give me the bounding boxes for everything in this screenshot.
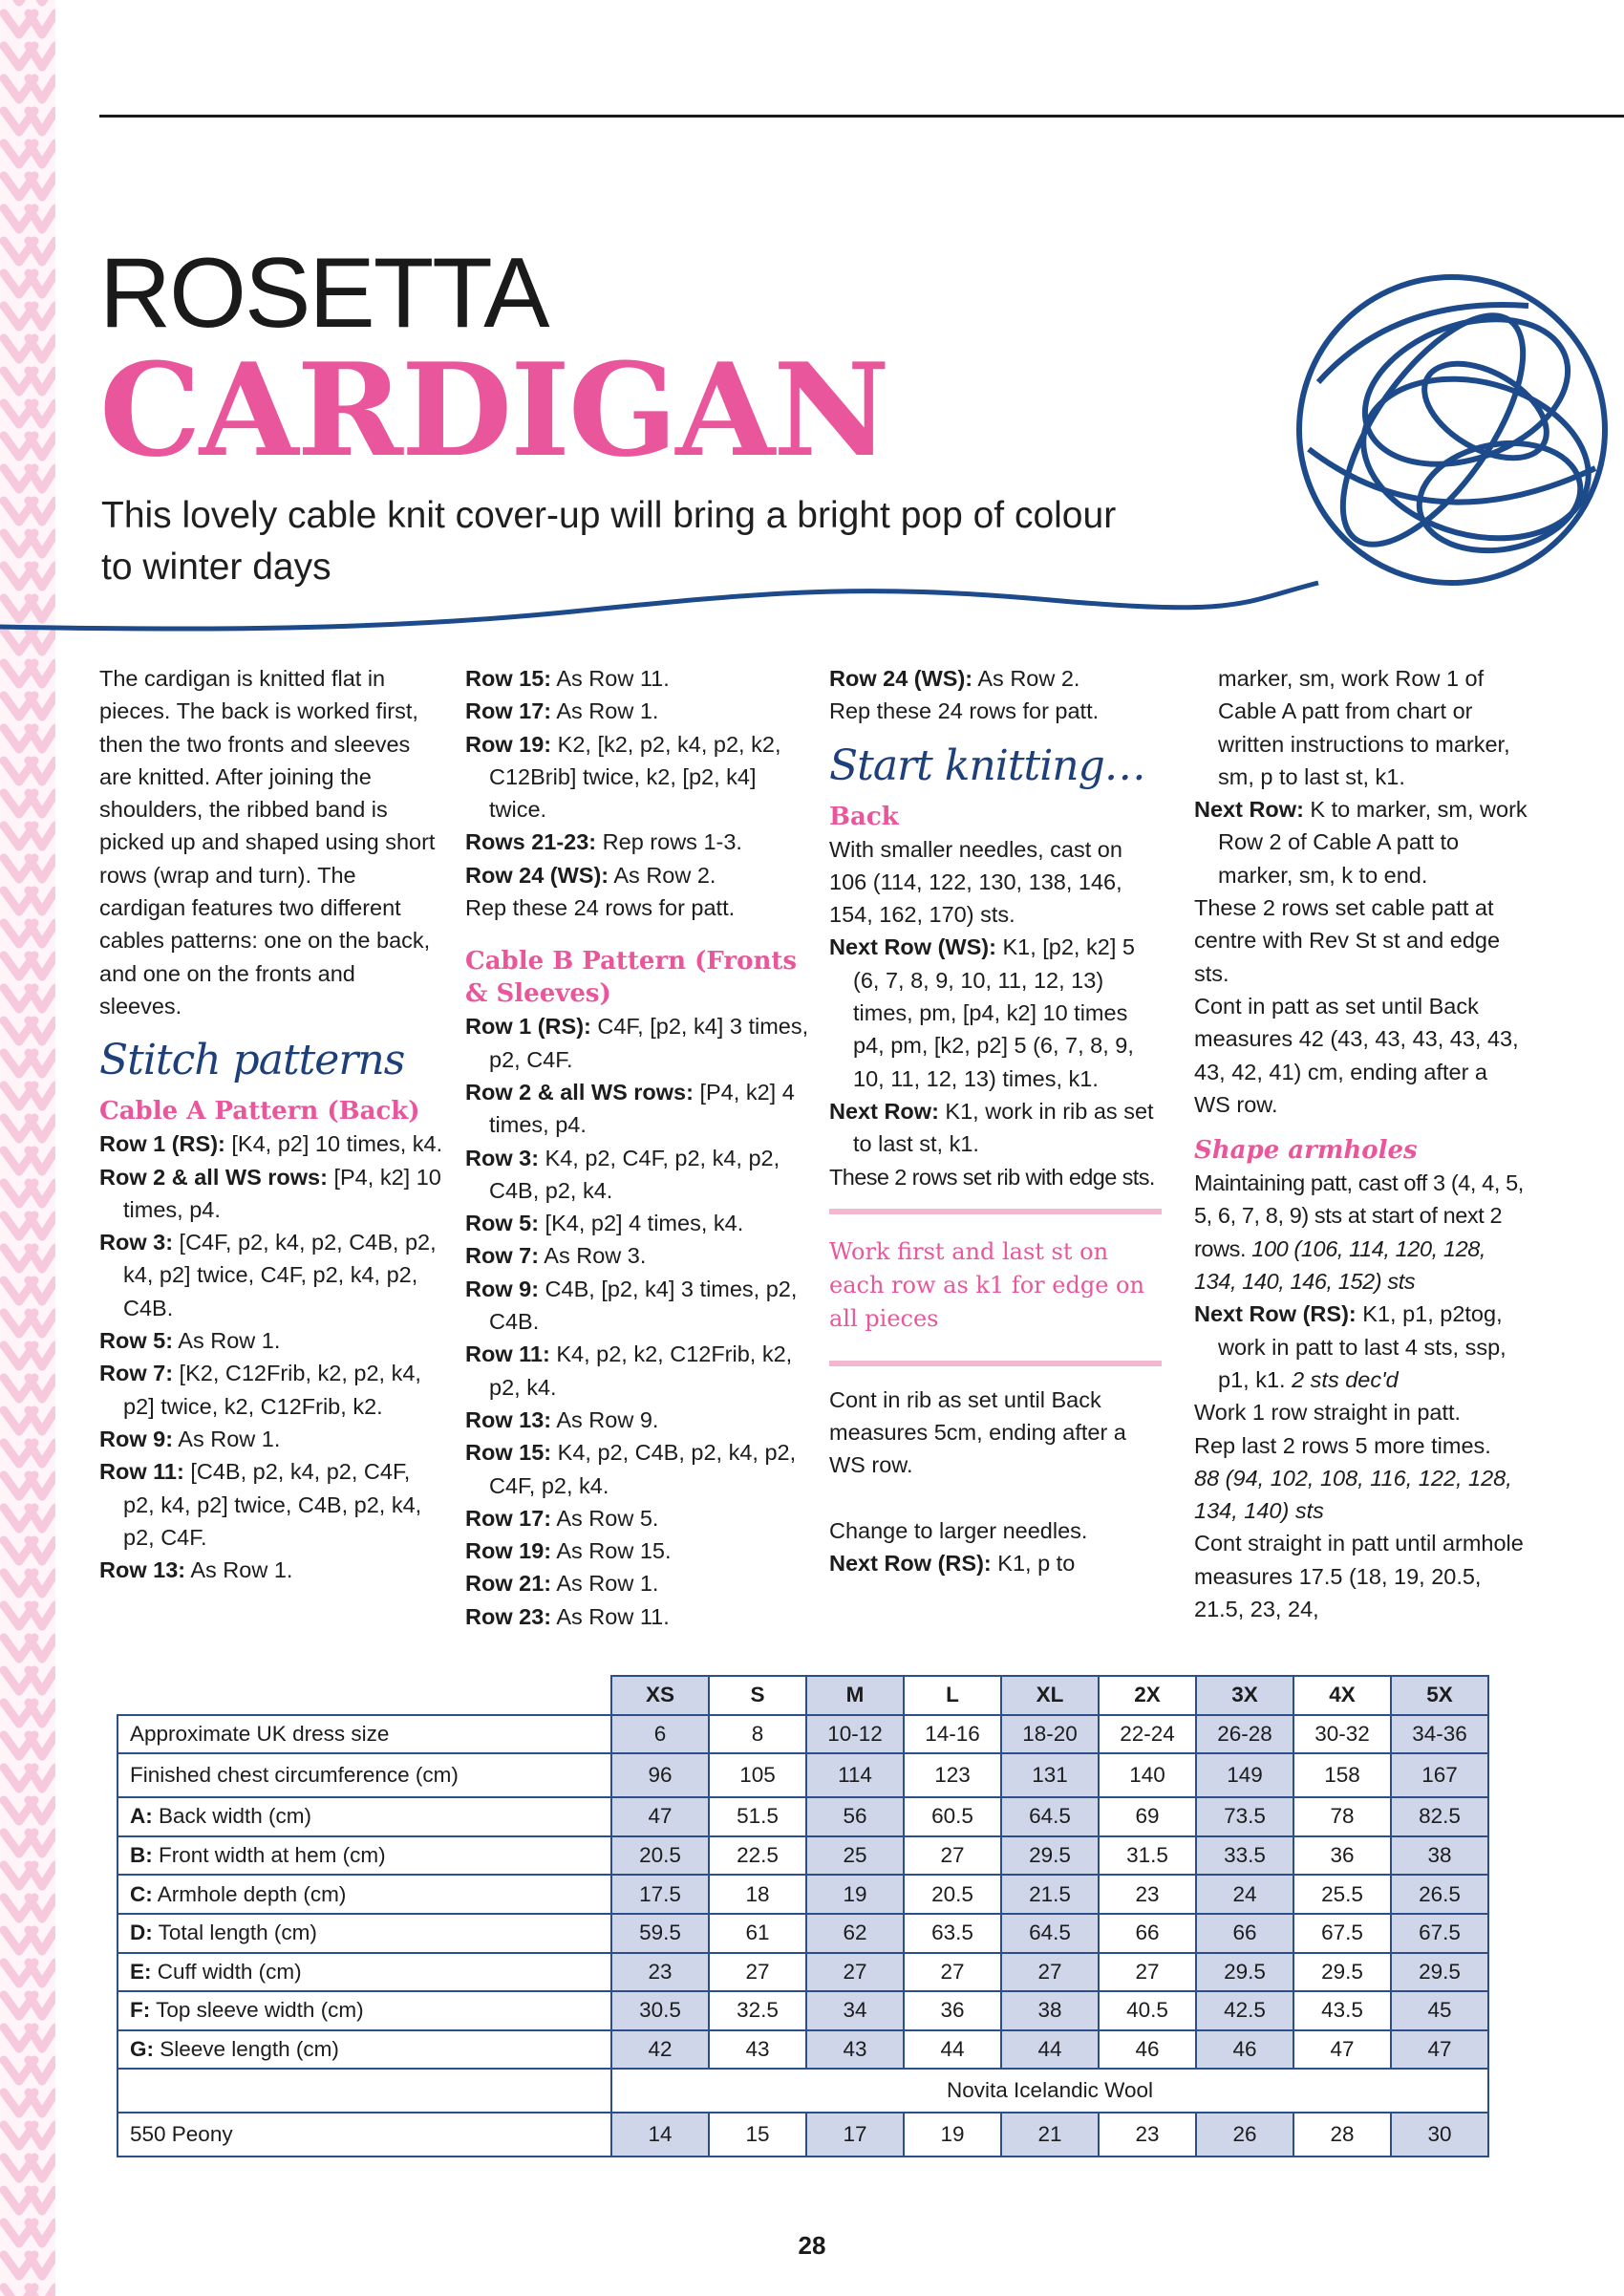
- wavy-divider: [0, 564, 1624, 640]
- table-cell: 45: [1391, 1991, 1488, 2030]
- pattern-row-label: Row 15:: [465, 1440, 552, 1466]
- pattern-row: [465, 1436, 811, 1502]
- row-key: C:: [130, 1881, 153, 1906]
- table-cell: 38: [1391, 1836, 1488, 1876]
- row-label: [118, 2030, 611, 2070]
- row-24-label: Row 24 (WS):: [829, 666, 973, 691]
- pattern-row-text: As Row 5.: [551, 1505, 659, 1531]
- table-cell: 27: [904, 1953, 1001, 1992]
- table-cell: 62: [806, 1914, 904, 1953]
- pattern-row-label: Row 2 & all WS rows:: [99, 1164, 328, 1190]
- size-header: S: [709, 1676, 806, 1715]
- armhole-castoff-count: 100 (106, 114, 120, 128, 134, 140, 146, 152) sts: [1194, 1235, 1486, 1295]
- table-cell: 19: [904, 2113, 1001, 2157]
- column-2: [465, 662, 811, 1633]
- pattern-row: [465, 695, 811, 727]
- pattern-row-label: Row 11:: [99, 1459, 184, 1485]
- table-cell: 44: [1001, 2030, 1099, 2070]
- table-cell: 14: [611, 2113, 709, 2157]
- pattern-row-text: As Row 1.: [551, 1571, 659, 1597]
- subtitle: This lovely cable knit cover-up will bring a bright pop of colour to winter days: [101, 495, 1117, 588]
- table-row: [118, 1715, 1488, 1754]
- pattern-row: [99, 1161, 443, 1227]
- pattern-row: [465, 1207, 811, 1239]
- pattern-row: [99, 1226, 443, 1324]
- size-header: XS: [611, 1676, 709, 1715]
- pattern-row: [465, 1502, 811, 1534]
- table-cell: 36: [904, 1991, 1001, 2030]
- column-4: [1194, 662, 1528, 1625]
- size-header: 5X: [1391, 1676, 1488, 1715]
- table-cell: 27: [904, 1836, 1001, 1876]
- row-label: [118, 1715, 611, 1754]
- pattern-row-label: Row 23:: [465, 1603, 552, 1629]
- table-cell: 66: [1099, 1914, 1196, 1953]
- pattern-row-label: Row 24 (WS):: [465, 862, 609, 888]
- row-label: [118, 1875, 611, 1914]
- armhole-castoff-paragraph: [1194, 1167, 1528, 1298]
- cable-a-repeat: Rep these 24 rows for patt.: [465, 895, 736, 921]
- next-row-ws: [829, 931, 1162, 1094]
- next-row-label: Next Row:: [829, 1098, 939, 1124]
- table-cell: 43.5: [1293, 1991, 1391, 2030]
- row-label-text: Back width (cm): [152, 1804, 312, 1829]
- edge-band-pattern: [0, 0, 55, 2296]
- table-cell: 20.5: [904, 1875, 1001, 1914]
- table-cell: 15: [709, 2113, 806, 2157]
- cont-patt-paragraph: Cont in patt as set until Back measures 42 (43, 43, 43, 43, 43, 43, 42, 41) cm, ending after a WS row.: [1194, 993, 1519, 1117]
- pattern-row: [99, 1423, 443, 1455]
- sts-decd: 2 sts dec'd: [1285, 1366, 1399, 1392]
- table-cell: 17: [806, 2113, 904, 2157]
- stitch-count-line: 88 (94, 102, 108, 116, 122, 128, 134, 140) sts: [1194, 1465, 1512, 1524]
- pattern-row: [99, 1357, 443, 1423]
- pattern-row: [465, 1239, 811, 1272]
- yarn-row: [118, 2069, 1488, 2113]
- table-cell: 56: [806, 1797, 904, 1836]
- cast-on-paragraph: With smaller needles, cast on 106 (114, 122, 130, 138, 146, 154, 162, 170) sts.: [829, 836, 1122, 928]
- pattern-row-label: Row 9:: [99, 1426, 174, 1451]
- pattern-row: [465, 1142, 811, 1208]
- row-key: A:: [130, 1804, 153, 1829]
- table-cell: 46: [1196, 2030, 1293, 2070]
- table-cell: 26-28: [1196, 1715, 1293, 1754]
- pattern-row-label: Row 1 (RS):: [99, 1131, 225, 1157]
- pattern-row-text: As Row 15.: [551, 1538, 672, 1564]
- next-row: [829, 1095, 1162, 1161]
- pattern-row-label: Row 7:: [99, 1361, 174, 1386]
- table-cell: 44: [904, 2030, 1001, 2070]
- table-cell: 20.5: [611, 1836, 709, 1876]
- table-cell: 114: [806, 1753, 904, 1797]
- table-cell: 64.5: [1001, 1797, 1099, 1836]
- armhole-next-row-label: Next Row (RS):: [1194, 1301, 1357, 1327]
- table-cell: 23: [611, 1953, 709, 1992]
- page-number: 28: [798, 2231, 826, 2260]
- pattern-row-label: Row 3:: [99, 1230, 174, 1255]
- row-24-line: [829, 662, 1162, 695]
- table-cell: 140: [1099, 1753, 1196, 1797]
- pattern-row-text: [K4, p2] 10 times, k4.: [224, 1131, 443, 1157]
- size-header: 4X: [1293, 1676, 1391, 1715]
- row-label-text: Front width at hem (cm): [152, 1843, 386, 1868]
- pattern-row: [465, 1600, 811, 1633]
- table-row: [118, 1875, 1488, 1914]
- start-knitting-heading: Start knitting…: [829, 740, 1145, 790]
- pattern-row-label: Row 17:: [465, 1505, 552, 1531]
- table-cell: 158: [1293, 1753, 1391, 1797]
- table-cell: 42.5: [1196, 1991, 1293, 2030]
- pattern-row-text: C4F, [p2, k4] 3 times, p2, C4F.: [489, 1014, 809, 1072]
- table-cell: 82.5: [1391, 1797, 1488, 1836]
- pattern-row-text: K2, [k2, p2, k4, p2, k2, C12Brib] twice, k2, [p2, k4] twice.: [489, 731, 781, 823]
- next-row-cable: [1194, 793, 1528, 891]
- row-key: F:: [130, 1998, 151, 2023]
- table-cell: 36: [1293, 1836, 1391, 1876]
- table-cell: 26.5: [1391, 1875, 1488, 1914]
- row-label-text: Armhole depth (cm): [152, 1881, 347, 1906]
- table-row: [118, 1836, 1488, 1876]
- table-cell: 78: [1293, 1797, 1391, 1836]
- table-cell: 64.5: [1001, 1914, 1099, 1953]
- back-heading: Back: [829, 802, 899, 831]
- table-cell: 33.5: [1196, 1836, 1293, 1876]
- table-cell: 167: [1391, 1753, 1488, 1797]
- pattern-row: [465, 1404, 811, 1436]
- marker-paragraph: marker, sm, work Row 1 of Cable A patt from chart or written instructions to marker, sm, p to last st, k1.: [1218, 666, 1510, 789]
- row-label-text: Cuff width (cm): [151, 1959, 302, 1984]
- pattern-row-text: [K2, C12Frib, k2, p2, k4, p2] twice, k2, C12Frib, k2.: [123, 1361, 421, 1419]
- size-table: [117, 1675, 1489, 2157]
- pattern-row-text: As Row 1.: [173, 1426, 281, 1451]
- pattern-row-text: As Row 1.: [173, 1328, 281, 1354]
- table-cell: 22-24: [1099, 1715, 1196, 1754]
- next-row-rs-label: Next Row (RS):: [829, 1551, 992, 1577]
- pattern-row-text: K4, p2, C4F, p2, k4, p2, C4B, p2, k4.: [489, 1145, 780, 1203]
- table-cell: 131: [1001, 1753, 1099, 1797]
- column-3: [829, 662, 1162, 1579]
- table-cell: 6: [611, 1715, 709, 1754]
- table-cell: 73.5: [1196, 1797, 1293, 1836]
- table-cell: 19: [806, 1875, 904, 1914]
- change-needles-paragraph: Change to larger needles.: [829, 1517, 1088, 1543]
- size-header: 2X: [1099, 1676, 1196, 1715]
- table-cell: 23: [1099, 2113, 1196, 2157]
- pattern-row: [465, 1076, 811, 1142]
- row-label-text: Total length (cm): [152, 1920, 317, 1945]
- table-row: [118, 1753, 1488, 1797]
- table-cell: 25: [806, 1836, 904, 1876]
- table-cell: 18-20: [1001, 1715, 1099, 1754]
- table-cell: 43: [709, 2030, 806, 2070]
- stitch-patterns-heading: Stitch patterns: [99, 1036, 405, 1085]
- pattern-row-label: Row 13:: [99, 1557, 186, 1583]
- pattern-row-text: As Row 9.: [551, 1406, 659, 1432]
- pull-quote: Work first and last st on each row as k1 for edge on all pieces: [829, 1209, 1162, 1366]
- shape-armholes-heading: Shape armholes: [1194, 1136, 1418, 1166]
- pattern-row-label: Row 19:: [465, 1538, 552, 1564]
- row-key: E:: [130, 1959, 152, 1984]
- table-cell: 38: [1001, 1991, 1099, 2030]
- table-cell: 28: [1293, 2113, 1391, 2157]
- table-row: [118, 1991, 1488, 2030]
- table-corner: [118, 1676, 611, 1715]
- cable-a-rows: [99, 1127, 443, 1586]
- cable-a-heading: Cable A Pattern (Back): [99, 1097, 420, 1127]
- row-key: D:: [130, 1920, 153, 1945]
- pattern-row-text: K4, p2, C4B, p2, k4, p2, C4F, p2, k4.: [489, 1440, 797, 1498]
- armhole-next-row: [1194, 1298, 1528, 1396]
- pattern-row-text: [K4, p2] 4 times, k4.: [539, 1211, 744, 1236]
- pattern-row-label: Row 19:: [465, 731, 552, 757]
- pattern-row: [465, 662, 811, 695]
- rep-last-rows-line: Rep last 2 rows 5 more times.: [1194, 1432, 1491, 1458]
- pattern-row-text: As Row 11.: [551, 1603, 670, 1629]
- pattern-row-text: C4B, [p2, k4] 3 times, p2, C4B.: [489, 1276, 798, 1335]
- table-cell: 67.5: [1391, 1914, 1488, 1953]
- row-label: [118, 1753, 611, 1797]
- table-cell: 47: [611, 1797, 709, 1836]
- pattern-row-text: As Row 11.: [551, 666, 670, 691]
- cont-rib-paragraph: Cont in rib as set until Back measures 5cm, ending after a WS row.: [829, 1386, 1126, 1478]
- yarn-name: Novita Icelandic Wool: [611, 2069, 1488, 2113]
- table-cell: 46: [1099, 2030, 1196, 2070]
- pattern-row-text: As Row 1.: [551, 698, 659, 724]
- pattern-row: [99, 1554, 443, 1586]
- next-row-ws-label: Next Row (WS):: [829, 934, 996, 960]
- next-row-ws-text: K1, [p2, k2] 5 (6, 7, 8, 9, 10, 11, 12, 13) times, pm, [p4, k2] 10 times p4, pm, [k2, p2] 5 (6, 7, 8, 9, 10, 11, 12, 13) times, k1.: [853, 934, 1135, 1091]
- pattern-row: [465, 859, 811, 891]
- table-cell: 30-32: [1293, 1715, 1391, 1754]
- cable-set-paragraph: These 2 rows set cable patt at centre with Rev St st and edge sts.: [1194, 895, 1501, 986]
- pattern-row-text: As Row 2.: [609, 862, 716, 888]
- row-label: [118, 1914, 611, 1953]
- row-key: G:: [130, 2037, 154, 2062]
- table-cell: 27: [806, 1953, 904, 1992]
- pattern-row: [99, 1127, 443, 1160]
- column-1: [99, 662, 443, 1586]
- table-row: [118, 1797, 1488, 1836]
- next-row-rs-text: K1, p to: [991, 1551, 1076, 1577]
- next-row-cable-label: Next Row:: [1194, 797, 1304, 823]
- pattern-row-label: Row 2 & all WS rows:: [465, 1079, 694, 1105]
- table-cell: 34-36: [1391, 1715, 1488, 1754]
- next-row-cable-text: K to marker, sm, work Row 2 of Cable A patt to marker, sm, k to end.: [1218, 797, 1528, 888]
- row-label: [118, 1797, 611, 1836]
- table-cell: 34: [806, 1991, 904, 2030]
- size-header: L: [904, 1676, 1001, 1715]
- pattern-row: [465, 1338, 811, 1404]
- yarn-row-label: [118, 2069, 611, 2113]
- work-straight-line: Work 1 row straight in patt.: [1194, 1400, 1462, 1426]
- table-cell: 149: [1196, 1753, 1293, 1797]
- pattern-row-label: Row 7:: [465, 1243, 540, 1269]
- table-cell: 61: [709, 1914, 806, 1953]
- pattern-row: [99, 1455, 443, 1554]
- size-header: XL: [1001, 1676, 1099, 1715]
- pattern-row: [465, 1010, 811, 1076]
- table-cell: 31.5: [1099, 1836, 1196, 1876]
- table-row: [118, 1953, 1488, 1992]
- table-header-row: [118, 1676, 1488, 1715]
- table-cell: 27: [709, 1953, 806, 1992]
- table-cell: 21: [1001, 2113, 1099, 2157]
- size-header: 3X: [1196, 1676, 1293, 1715]
- table-cell: 47: [1293, 2030, 1391, 2070]
- row-label: [118, 1991, 611, 2030]
- pattern-row: [99, 1324, 443, 1357]
- pattern-row-text: As Row 3.: [539, 1243, 647, 1269]
- pattern-row: [465, 1273, 811, 1339]
- table-cell: 59.5: [611, 1914, 709, 1953]
- table-cell: 17.5: [611, 1875, 709, 1914]
- title-line-2: CARDIGAN: [99, 334, 888, 485]
- armhole-next-row-text: K1, p1, p2tog, work in patt to last 4 sts, ssp, p1, k1.: [1218, 1301, 1506, 1392]
- table-cell: 29.5: [1391, 1953, 1488, 1992]
- armhole-measure-paragraph: Cont straight in patt until armhole measures 17.5 (18, 19, 20.5, 21.5, 23, 24,: [1194, 1531, 1524, 1622]
- table-cell: 60.5: [904, 1797, 1001, 1836]
- top-rule: [99, 115, 1624, 118]
- pattern-row: [465, 728, 811, 826]
- table-cell: 25.5: [1293, 1875, 1391, 1914]
- pattern-row-label: Row 5:: [99, 1328, 174, 1354]
- table-cell: 14-16: [904, 1715, 1001, 1754]
- cable-a-rows-continued: [465, 662, 811, 891]
- cable-b-rows: [465, 1010, 811, 1633]
- table-cell: 26: [1196, 2113, 1293, 2157]
- size-header: M: [806, 1676, 904, 1715]
- pattern-row-text: [C4B, p2, k4, p2, C4F, p2, k4, p2] twice, C4B, p2, k4, p2, C4F.: [123, 1459, 422, 1550]
- table-cell: 67.5: [1293, 1914, 1391, 1953]
- table-cell: 27: [1001, 1953, 1099, 1992]
- next-row-rs: [829, 1547, 1162, 1579]
- pattern-row-text: [C4F, p2, k4, p2, C4B, p2, k4, p2] twice, C4F, p2, k4, p2, C4B.: [123, 1230, 437, 1320]
- table-cell: 30.5: [611, 1991, 709, 2030]
- pattern-row: [465, 826, 811, 858]
- table-cell: 123: [904, 1753, 1001, 1797]
- table-cell: 29.5: [1293, 1953, 1391, 1992]
- rib-note: These 2 rows set rib with edge sts.: [829, 1164, 1155, 1190]
- repeat-line: Rep these 24 rows for patt.: [829, 698, 1100, 724]
- table-cell: 51.5: [709, 1797, 806, 1836]
- row-24-text: As Row 2.: [972, 666, 1080, 691]
- cable-b-heading: Cable B Pattern (Fronts & Sleeves): [465, 947, 798, 1009]
- pattern-row-label: Row 9:: [465, 1276, 540, 1301]
- pattern-row-label: Row 17:: [465, 698, 552, 724]
- table-cell: 42: [611, 2030, 709, 2070]
- table-row: [118, 1914, 1488, 1953]
- row-key: B:: [130, 1843, 153, 1868]
- table-cell: 43: [806, 2030, 904, 2070]
- pattern-row-label: Row 21:: [465, 1571, 552, 1597]
- table-cell: 27: [1099, 1953, 1196, 1992]
- table-cell: 29.5: [1001, 1836, 1099, 1876]
- title-line-1: ROSETTA: [99, 238, 548, 349]
- table-cell: 47: [1391, 2030, 1488, 2070]
- table-cell: 22.5: [709, 1836, 806, 1876]
- pattern-row-label: Row 1 (RS):: [465, 1014, 591, 1040]
- table-cell: 105: [709, 1753, 806, 1797]
- row-label-text: Finished chest circumference (cm): [130, 1763, 459, 1788]
- table-row: [118, 2030, 1488, 2070]
- table-cell: 66: [1196, 1914, 1293, 1953]
- colour-row: [118, 2113, 1488, 2157]
- row-label-text: Sleeve length (cm): [154, 2037, 339, 2062]
- table-cell: 23: [1099, 1875, 1196, 1914]
- table-cell: 21.5: [1001, 1875, 1099, 1914]
- table-cell: 10-12: [806, 1715, 904, 1754]
- row-label-text: Top sleeve width (cm): [150, 1998, 364, 2023]
- pattern-row-label: Row 5:: [465, 1211, 540, 1236]
- table-cell: 18: [709, 1875, 806, 1914]
- armhole-castoff-text: Maintaining patt, cast off 3 (4, 4, 5, 5, 6, 7, 8, 9) sts at start of next 2 rows.: [1194, 1170, 1524, 1261]
- table-cell: 96: [611, 1753, 709, 1797]
- table-cell: 24: [1196, 1875, 1293, 1914]
- pattern-row: [465, 1534, 811, 1567]
- pattern-row-text: [P4, k2] 4 times, p4.: [489, 1079, 795, 1138]
- table-cell: 32.5: [709, 1991, 806, 2030]
- pattern-row-label: Row 3:: [465, 1145, 540, 1170]
- pattern-row-text: Rep rows 1-3.: [596, 829, 742, 855]
- next-row-text: K1, work in rib as set to last st, k1.: [853, 1098, 1154, 1157]
- pattern-row: [465, 1567, 811, 1599]
- pattern-row-label: Row 15:: [465, 666, 552, 691]
- row-label-text: Approximate UK dress size: [130, 1721, 390, 1746]
- row-label: [118, 1953, 611, 1992]
- table-cell: 29.5: [1196, 1953, 1293, 1992]
- table-cell: 63.5: [904, 1914, 1001, 1953]
- table-cell: 30: [1391, 2113, 1488, 2157]
- pattern-row-label: Rows 21-23:: [465, 829, 597, 855]
- table-cell: 8: [709, 1715, 806, 1754]
- table-cell: 40.5: [1099, 1991, 1196, 2030]
- pattern-row-label: Row 13:: [465, 1406, 552, 1432]
- pattern-row-label: Row 11:: [465, 1341, 550, 1367]
- intro-paragraph: The cardigan is knitted flat in pieces. The back is worked first, then the two fronts and sleeves are knitted. After joining the shoulders, the ribbed band is picked up and shaped using short rows (wrap and turn). The cardigan features two different cables patterns: one on the back, and one on the fronts and sleeves.: [99, 666, 436, 1019]
- pattern-row-text: As Row 1.: [185, 1557, 293, 1583]
- table-cell: 69: [1099, 1797, 1196, 1836]
- colour-label: 550 Peony: [118, 2113, 611, 2157]
- pattern-row-text: K4, p2, k2, C12Frib, k2, p2, k4.: [489, 1341, 793, 1400]
- row-label: [118, 1836, 611, 1876]
- pattern-row-text: [P4, k2] 10 times, p4.: [123, 1164, 441, 1222]
